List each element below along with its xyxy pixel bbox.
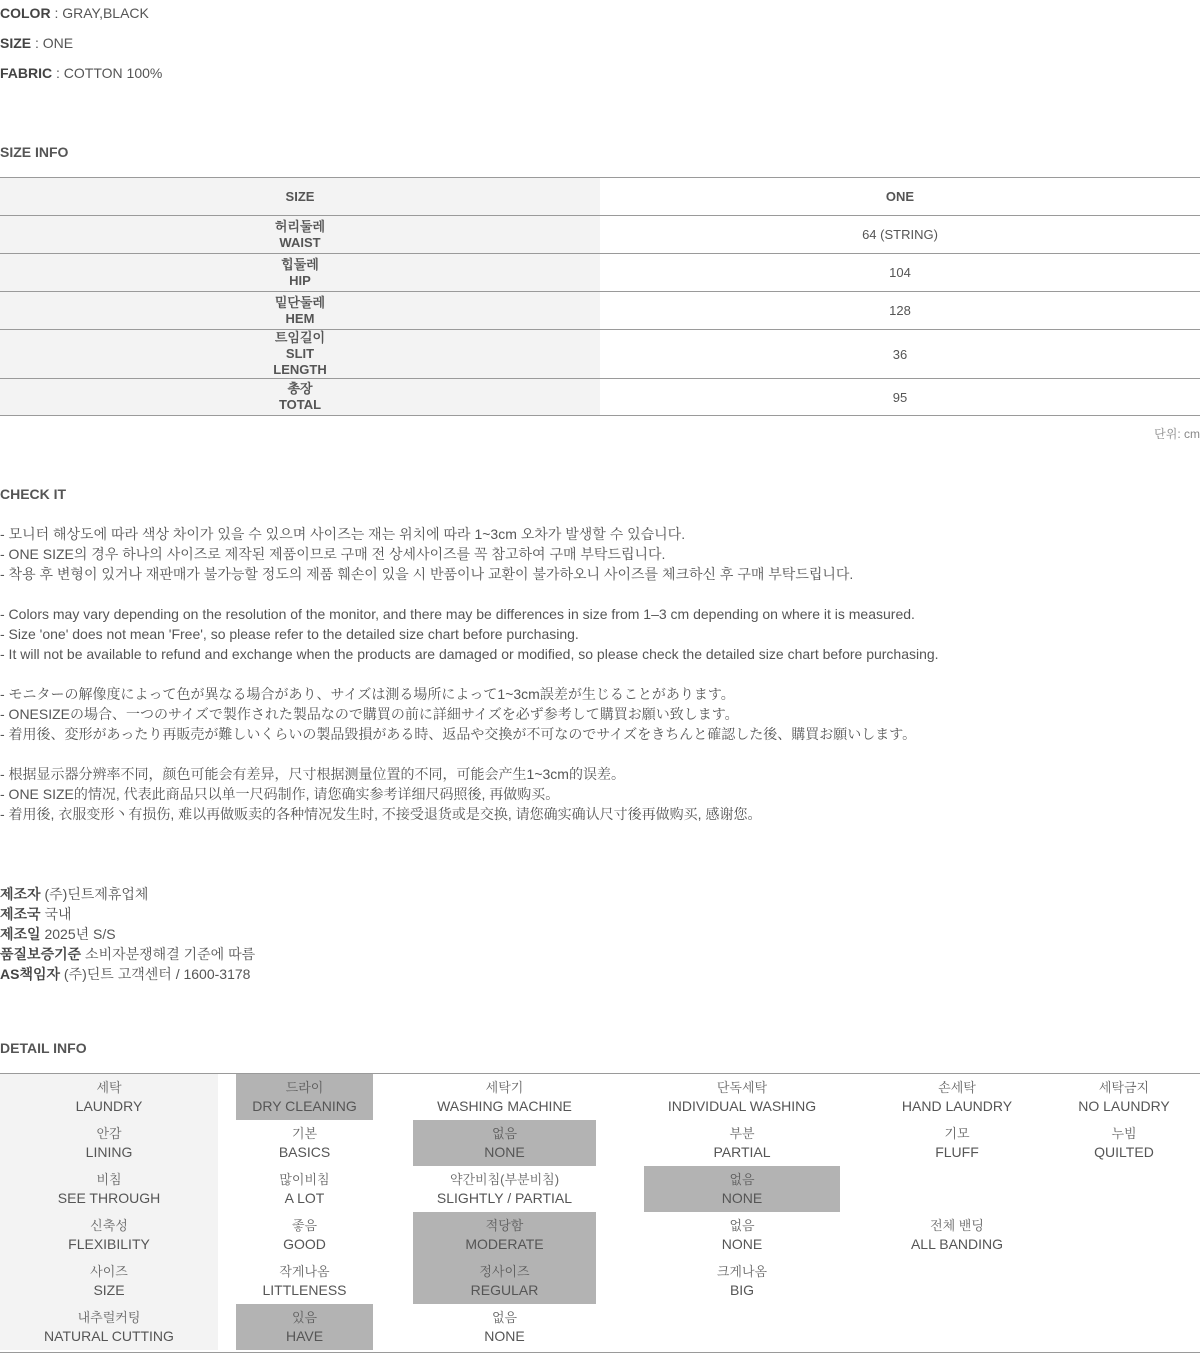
option-en: LINING xyxy=(85,1144,133,1160)
detail-option xyxy=(413,1074,596,1120)
fabric-value: : COTTON 100% xyxy=(52,65,163,81)
detail-row xyxy=(0,1304,1200,1350)
notes-english xyxy=(0,604,939,664)
detail-row-label xyxy=(0,1166,218,1212)
option-ko: 약간비침(부분비침) xyxy=(449,1172,560,1187)
detail-option xyxy=(644,1120,840,1166)
option-en: PARTIAL xyxy=(713,1144,771,1160)
size-row-en: WAIST xyxy=(279,234,321,250)
size-row-value: 95 xyxy=(600,379,1200,416)
option-ko: 손세탁 xyxy=(938,1080,976,1095)
detail-option xyxy=(869,1074,1045,1120)
option-en: WASHING MACHINE xyxy=(437,1098,572,1114)
detail-option xyxy=(869,1304,1045,1350)
size-row-label xyxy=(0,330,600,379)
detail-row-label xyxy=(0,1304,218,1350)
note-line: - ONESIZEの場合、一つのサイズで製作された製品なので購買の前に詳細サイズを必ず参考して購買お願い致します。 xyxy=(0,706,739,722)
option-en: BASICS xyxy=(278,1144,331,1160)
option-en: DRY CLEANING xyxy=(252,1098,357,1114)
option-ko: 기모 xyxy=(944,1126,970,1141)
option-ko: 크게나옴 xyxy=(716,1264,768,1279)
detail-option xyxy=(869,1212,1045,1258)
option-ko: 단독세탁 xyxy=(716,1080,768,1095)
option-ko: 세탁기 xyxy=(485,1080,524,1095)
size-row-en: HEM xyxy=(285,310,315,326)
detail-row xyxy=(0,1212,1200,1258)
option-en: HAND LAUNDRY xyxy=(901,1098,1013,1114)
table-row xyxy=(0,330,1200,379)
option-en: NONE xyxy=(484,1144,525,1160)
size-row-value: 128 xyxy=(600,292,1200,330)
fabric-label: FABRIC xyxy=(0,65,53,81)
option-ko: 사이즈 xyxy=(90,1264,128,1279)
maker-value: (주)딘트 고객센터 / 1600-3178 xyxy=(60,966,251,982)
option-en: GOOD xyxy=(283,1236,326,1252)
option-ko: 세탁금지 xyxy=(1098,1080,1150,1095)
option-ko: 작게나옴 xyxy=(279,1264,330,1279)
option-en: NONE xyxy=(484,1328,525,1344)
detail-option xyxy=(1047,1120,1200,1166)
detail-option xyxy=(644,1258,840,1304)
size-info-line xyxy=(0,34,73,52)
size-value: : ONE xyxy=(31,35,74,51)
maker-label: 품질보증기준 xyxy=(0,946,82,962)
detail-option xyxy=(1047,1074,1200,1120)
detail-option xyxy=(1047,1212,1200,1258)
detail-option xyxy=(236,1120,373,1166)
option-ko: 누빔 xyxy=(1111,1126,1137,1141)
size-row-en2: LENGTH xyxy=(273,362,327,377)
size-table-header xyxy=(0,178,1200,216)
notes-korean xyxy=(0,524,853,584)
option-en: BIG xyxy=(729,1282,755,1298)
note-line: - Size 'one' does not mean 'Free', so please refer to the detailed size chart before purchasing. xyxy=(0,626,579,642)
option-en: REGULAR xyxy=(470,1282,539,1298)
maker-label: 제조일 xyxy=(0,926,41,942)
detail-info-title: DETAIL INFO xyxy=(0,1040,87,1056)
option-ko: 세탁 xyxy=(96,1080,122,1095)
detail-option xyxy=(236,1258,373,1304)
maker-line xyxy=(0,924,255,944)
option-ko: 없음 xyxy=(729,1172,755,1187)
size-row-en: TOTAL xyxy=(278,397,322,412)
detail-option xyxy=(644,1166,840,1212)
detail-option xyxy=(1047,1166,1200,1212)
option-en: INDIVIDUAL WASHING xyxy=(667,1098,817,1114)
detail-option xyxy=(869,1166,1045,1212)
check-it-title: CHECK IT xyxy=(0,486,67,502)
maker-label: 제조자 xyxy=(0,886,41,902)
detail-option xyxy=(236,1212,373,1258)
option-ko: 없음 xyxy=(729,1218,755,1233)
detail-option xyxy=(1047,1304,1200,1350)
maker-info xyxy=(0,884,255,984)
detail-option xyxy=(644,1304,840,1350)
size-row-ko: 힙둘레 xyxy=(281,256,319,272)
note-line: - 着用後, 衣服变形丶有损伤, 难以再做贩卖的各种情况发生时, 不接受退货或是交换, 请您确实确认尺寸後再做购买, 感谢您。 xyxy=(0,806,762,822)
detail-row-label xyxy=(0,1074,218,1120)
size-row-ko: 밑단둘레 xyxy=(274,294,326,310)
detail-row xyxy=(0,1166,1200,1212)
option-en: NONE xyxy=(721,1236,763,1252)
table-row xyxy=(0,379,1200,416)
option-ko: 내추럴커팅 xyxy=(77,1310,141,1325)
option-en: NO LAUNDRY xyxy=(1078,1098,1170,1114)
detail-option xyxy=(413,1212,596,1258)
size-row-ko: 총장 xyxy=(287,381,313,396)
size-row-en: SLIT xyxy=(285,346,315,361)
detail-option xyxy=(413,1166,596,1212)
note-line: - 모니터 해상도에 따라 색상 차이가 있을 수 있으며 사이즈는 재는 위치에 따라 1~3cm 오차가 발생할 수 있습니다. xyxy=(0,526,686,542)
option-en: SLIGHTLY / PARTIAL xyxy=(436,1190,573,1206)
option-en: FLEXIBILITY xyxy=(68,1236,150,1252)
notes-chinese xyxy=(0,764,761,824)
option-en: LAUNDRY xyxy=(75,1098,143,1114)
detail-option xyxy=(236,1304,373,1350)
detail-row xyxy=(0,1258,1200,1304)
option-ko: 있음 xyxy=(291,1310,318,1325)
table-row xyxy=(0,292,1200,330)
detail-option xyxy=(413,1304,596,1350)
notes-japanese xyxy=(0,684,916,744)
maker-label: AS책임자 xyxy=(0,966,61,982)
size-row-ko: 허리둘레 xyxy=(274,218,326,234)
detail-option xyxy=(413,1120,596,1166)
option-en: QUILTED xyxy=(1094,1144,1154,1160)
detail-option xyxy=(1047,1258,1200,1304)
option-ko: 없음 xyxy=(491,1126,518,1141)
detail-table xyxy=(0,1073,1200,1353)
option-ko: 신축성 xyxy=(90,1218,128,1233)
option-ko: 적당함 xyxy=(485,1218,524,1233)
note-line: - 着用後、変形があったり再販売が難しいくらいの製品毀損がある時、返品や交換が不可なのでサイズをきちんと確認した後、購買お願いします。 xyxy=(0,726,917,742)
option-en: HAVE xyxy=(285,1328,324,1344)
size-row-label xyxy=(0,254,600,292)
detail-row-label xyxy=(0,1258,218,1304)
table-row xyxy=(0,254,1200,292)
maker-line xyxy=(0,944,255,964)
size-row-label xyxy=(0,379,600,416)
option-ko: 정사이즈 xyxy=(479,1264,530,1279)
option-en: FLUFF xyxy=(935,1144,979,1160)
unit-label: 단위: cm xyxy=(1154,427,1200,441)
size-table xyxy=(0,177,1200,416)
color-label: COLOR xyxy=(0,5,51,21)
option-ko: 좋음 xyxy=(291,1218,318,1233)
detail-row xyxy=(0,1120,1200,1166)
detail-option xyxy=(413,1258,596,1304)
maker-value: (주)딘트제휴업체 xyxy=(40,886,149,902)
detail-option xyxy=(236,1166,373,1212)
detail-option xyxy=(644,1212,840,1258)
color-value: : GRAY,BLACK xyxy=(50,5,149,21)
maker-line xyxy=(0,964,255,984)
size-label: SIZE xyxy=(0,35,32,51)
maker-line xyxy=(0,884,255,904)
size-info-title: SIZE INFO xyxy=(0,144,69,160)
size-row-value: 64 (STRING) xyxy=(600,216,1200,254)
option-ko: 기본 xyxy=(291,1126,318,1141)
maker-line xyxy=(0,904,255,924)
color-info xyxy=(0,4,149,22)
option-ko: 비침 xyxy=(96,1172,122,1187)
option-ko: 드라이 xyxy=(285,1080,324,1095)
option-en: ALL BANDING xyxy=(910,1236,1004,1252)
detail-option xyxy=(236,1074,373,1120)
detail-row-label xyxy=(0,1120,218,1166)
detail-option xyxy=(869,1258,1045,1304)
maker-value: 2025년 S/S xyxy=(40,926,116,942)
maker-value: 국내 xyxy=(40,906,72,922)
option-ko: 안감 xyxy=(96,1126,122,1141)
table-row xyxy=(0,216,1200,254)
note-line: - 착용 후 변형이 있거나 재판매가 불가능할 정도의 제품 훼손이 있을 시 반품이나 교환이 불가하오니 사이즈를 체크하신 후 구매 부탁드립니다. xyxy=(0,566,854,582)
option-en: MODERATE xyxy=(465,1236,544,1252)
detail-row-label xyxy=(0,1212,218,1258)
size-header-label: SIZE xyxy=(0,178,600,216)
option-en: SEE THROUGH xyxy=(57,1190,161,1206)
option-ko: 많이비침 xyxy=(279,1172,330,1187)
note-line: - ONE SIZE的情况, 代表此商品只以单一尺码制作, 请您确实参考详细尺码照後, 再做购买。 xyxy=(0,786,560,802)
note-line: - モニターの解像度によって色が異なる場合があり、サイズは測る場所によって1~3cm誤差が生じることがあります。 xyxy=(0,686,735,702)
detail-option xyxy=(869,1120,1045,1166)
size-row-ko: 트임길이 xyxy=(274,330,326,345)
size-row-value: 104 xyxy=(600,254,1200,292)
option-en: SIZE xyxy=(93,1282,125,1298)
option-ko: 전체 밴딩 xyxy=(930,1218,984,1233)
option-ko: 없음 xyxy=(491,1310,518,1325)
maker-label: 제조국 xyxy=(0,906,41,922)
detail-row xyxy=(0,1074,1200,1120)
size-row-label xyxy=(0,292,600,330)
fabric-info xyxy=(0,64,162,82)
note-line: - It will not be available to refund and exchange when the products are damaged or modified, so please check the detailed size chart before purchasing. xyxy=(0,646,939,662)
option-en: A LOT xyxy=(284,1190,325,1206)
size-header-value: ONE xyxy=(600,178,1200,216)
note-line: - ONE SIZE의 경우 하나의 사이즈로 제작된 제품이므로 구매 전 상세사이즈를 꼭 참고하여 구매 부탁드립니다. xyxy=(0,546,666,562)
option-ko: 부분 xyxy=(729,1126,755,1141)
size-row-value: 36 xyxy=(600,330,1200,379)
note-line: - Colors may vary depending on the resolution of the monitor, and there may be differences in size from 1–3 cm depending on where it is measured. xyxy=(0,606,915,622)
size-row-en: HIP xyxy=(289,272,311,288)
size-row-label xyxy=(0,216,600,254)
detail-option xyxy=(644,1074,840,1120)
option-en: LITTLENESS xyxy=(262,1282,347,1298)
option-en: NONE xyxy=(721,1190,763,1206)
maker-value: 소비자분쟁해결 기준에 따름 xyxy=(81,946,256,962)
option-en: NATURAL CUTTING xyxy=(44,1328,174,1344)
note-line: - 根据显示器分辨率不同，颜色可能会有差异，尺寸根据测量位置的不同，可能会产生1~3cm的误差。 xyxy=(0,766,625,782)
